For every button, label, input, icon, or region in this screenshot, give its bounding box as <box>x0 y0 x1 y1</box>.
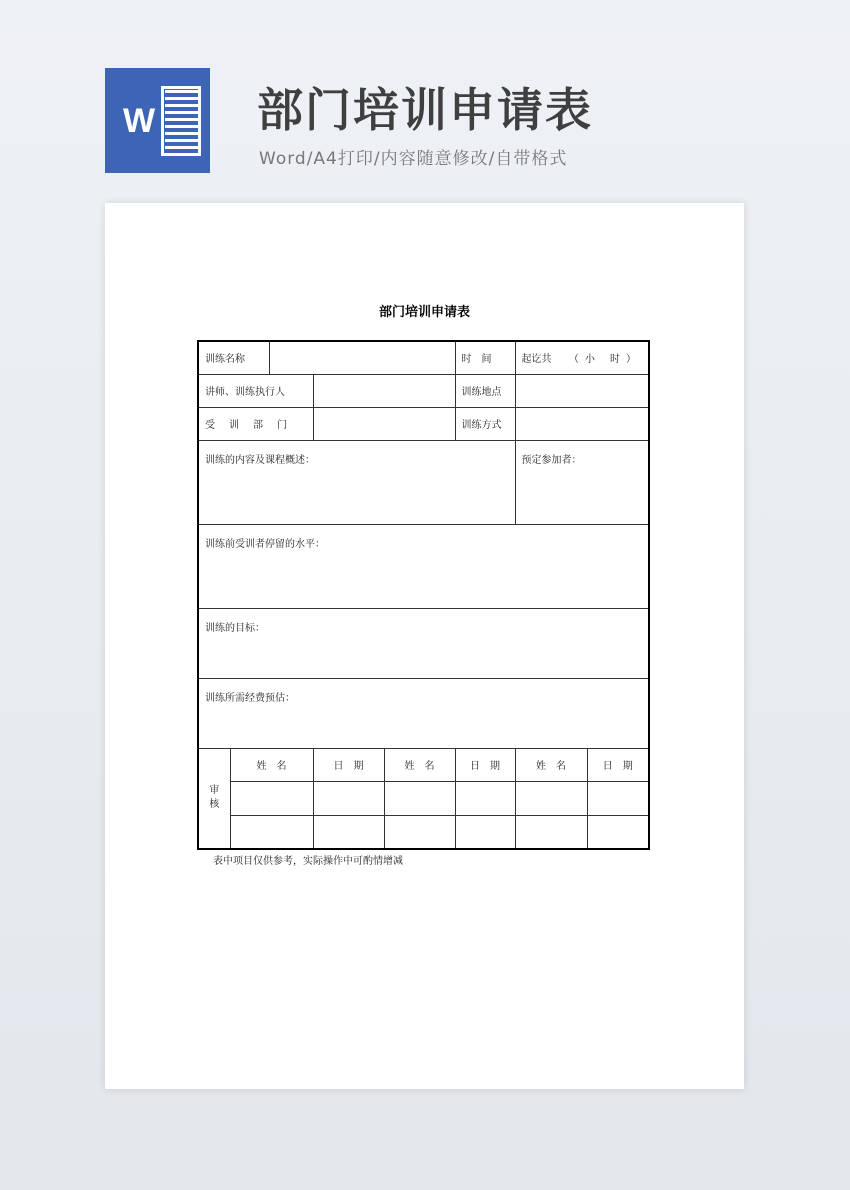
level-field[interactable] <box>198 524 649 608</box>
training-name-label: 训练名称 <box>198 341 269 374</box>
review-cell[interactable] <box>384 815 455 849</box>
review-cell[interactable] <box>587 781 649 815</box>
review-cell[interactable] <box>515 815 587 849</box>
level-label: 训练前受训者停留的水平： <box>205 538 325 550</box>
participants-field[interactable] <box>515 440 649 524</box>
name-col-3: 姓 名 <box>515 748 587 781</box>
word-app-icon <box>105 68 210 173</box>
review-cell[interactable] <box>587 815 649 849</box>
budget-field[interactable] <box>198 678 649 748</box>
application-form-table <box>197 340 650 850</box>
location-label: 训练地点 <box>455 374 515 407</box>
date-col-1: 日 期 <box>313 748 384 781</box>
method-field[interactable] <box>515 407 649 440</box>
participants-label: 预定参加者： <box>521 454 582 466</box>
review-cell[interactable] <box>515 781 587 815</box>
budget-label: 训练所需经费预估： <box>205 692 295 704</box>
hours-label: （小 时） <box>568 354 643 366</box>
review-cell[interactable] <box>230 815 313 849</box>
page-title: 部门培训申请表 <box>257 83 593 137</box>
review-cell[interactable] <box>230 781 313 815</box>
method-label: 训练方式 <box>455 407 515 440</box>
review-cell[interactable] <box>313 781 384 815</box>
department-field[interactable] <box>313 407 455 440</box>
page-subtitle: Word/A4打印/内容随意修改/自带格式 <box>259 149 568 169</box>
word-letter: W <box>123 102 156 140</box>
name-col-2: 姓 名 <box>384 748 455 781</box>
date-col-2: 日 期 <box>455 748 515 781</box>
footnote: 表中项目仅供参考，实际操作中可酌情增减 <box>213 856 403 867</box>
content-field[interactable] <box>198 440 515 524</box>
date-col-3: 日 期 <box>587 748 649 781</box>
document-lines-icon <box>165 90 199 152</box>
instructor-label: 讲师、训练执行人 <box>198 374 313 407</box>
document-title: 部门培训申请表 <box>378 305 470 320</box>
review-cell[interactable] <box>384 781 455 815</box>
goal-label: 训练的目标： <box>205 622 265 634</box>
instructor-field[interactable] <box>313 374 455 407</box>
review-cell[interactable] <box>313 815 384 849</box>
duration-label: 起讫共 <box>521 354 552 366</box>
content-label: 训练的内容及课程概述： <box>205 454 315 466</box>
goal-field[interactable] <box>198 608 649 678</box>
training-name-field[interactable] <box>269 341 455 374</box>
time-label: 时 间 <box>455 341 515 374</box>
review-cell[interactable] <box>455 815 515 849</box>
review-label: 审核 <box>198 748 230 849</box>
location-field[interactable] <box>515 374 649 407</box>
review-cell[interactable] <box>455 781 515 815</box>
department-label: 受训部门 <box>198 407 313 440</box>
document-page <box>105 203 744 1089</box>
duration-field[interactable] <box>515 341 649 374</box>
name-col-1: 姓 名 <box>230 748 313 781</box>
